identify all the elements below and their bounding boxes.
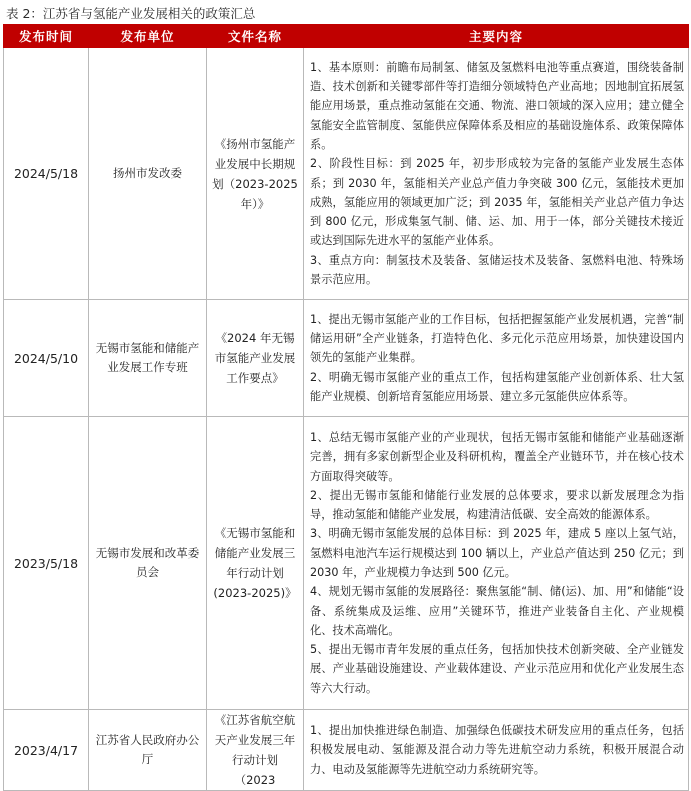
row-unit: 扬州市发改委	[89, 48, 207, 300]
content-item: 1、提出无锡市氢能产业的工作目标，包括把握氢能产业发展机遇，完善“制储运用研”全产业链条，打造特色化、多元化示范应用场景，加快建设国内领先的氢能产业集群。	[310, 312, 684, 365]
row-content	[304, 300, 689, 417]
row-unit: 无锡市发展和改革委员会	[89, 417, 207, 710]
policy-table	[3, 24, 689, 791]
content-item: 4、规划无锡市氢能的发展路径：聚焦氢能“制、储(运)、加、用”和储能“设备、系统集成及运维、应用”关键环节，推进产业装备自主化、产业规模化、技术高端化。	[310, 585, 684, 637]
row-content	[304, 710, 689, 791]
row-doc: 《江苏省航空航天产业发展三年行动计划（2023	[207, 710, 304, 791]
row-unit: 江苏省人民政府办公厅	[89, 710, 207, 791]
table-row	[4, 417, 689, 710]
row-doc: 《无锡市氢能和储能产业发展三年行动计划(2023-2025)》	[207, 417, 304, 710]
row-date: 2023/4/17	[4, 710, 89, 791]
row-date: 2024/5/10	[4, 300, 89, 417]
content-item: 3、明确无锡市氢能发展的总体目标：到 2025 年，建成 5 座以上氢气站，氢燃料电池汽车运行规模达到 100 辆以上，产业总产值达到 250 亿元；到 2030 年，产业规模力争达到 500 亿元。	[310, 527, 684, 579]
table-caption: 表 2：江苏省与氢能产业发展相关的政策汇总	[6, 6, 256, 21]
row-content	[304, 417, 689, 710]
header-doc: 文件名称	[207, 25, 304, 48]
row-content	[304, 48, 689, 300]
table-row	[4, 48, 689, 300]
table-row	[4, 710, 689, 791]
content-item: 1、总结无锡市氢能产业的产业现状，包括无锡市氢能和储能产业基础逐渐完善，拥有多家创新型企业及科研机构，覆盖全产业链环节，并在核心技术方面取得突破等。	[310, 430, 684, 483]
content-item: 1、提出加快推进绿色制造、加强绿色低碳技术研发应用的重点任务，包括积极发展电动、氢能源及混合动力等先进航空动力系统，积极开展混合动力、电动及氢能源等先进航空动力系统研究等。	[310, 724, 684, 776]
content-item: 5、提出无锡市青年发展的重点任务，包括加快技术创新突破、全产业链发展、产业基础设施建设、产业载体建设、产业示范应用和优化产业发展生态等六大行动。	[310, 643, 684, 695]
row-date: 2024/5/18	[4, 48, 89, 300]
row-date: 2023/5/18	[4, 417, 89, 710]
content-item: 1、基本原则：前瞻布局制氢、储氢及氢燃料电池等重点赛道，围绕装备制造、技术创新和关键零部件等打造细分领域特色产业高地；因地制宜拓展氢能应用场景，重点推动氢能在交通、物流、港口领域的深入应用；建立健全氢能安全监管制度、氢能供应保障体系及相应的基础设施体系、政策保障体系。	[310, 60, 684, 151]
row-unit: 无锡市氢能和储能产业发展工作专班	[89, 300, 207, 417]
row-doc: 《2024 年无锡市氢能产业发展工作要点》	[207, 300, 304, 417]
header-unit: 发布单位	[89, 25, 207, 48]
content-item: 3、重点方向：制氢技术及装备、氢储运技术及装备、氢燃料电池、特殊场景示范应用。	[310, 253, 684, 286]
table-row	[4, 300, 689, 417]
content-item: 2、明确无锡市氢能产业的重点工作，包括构建氢能产业创新体系、壮大氢能产业规模、创新培育氢能应用场景、建立多元氢能供应体系等。	[310, 370, 684, 403]
content-item: 2、提出无锡市氢能和储能行业发展的总体要求，要求以新发展理念为指导，推动氢能和储能产业发展，构建清洁低碳、安全高效的能源体系。	[310, 488, 684, 522]
content-item: 2、阶段性目标：到 2025 年，初步形成较为完备的氢能产业发展生态体系；到 2030 年，氢能相关产业总产值力争突破 300 亿元，氢能技术更加成熟，氢能应用的领域更加广泛；到 2035 年，氢能相关产业总产值力争达到 800 亿元，形成集氢气制、储、运、加、用于一体，部分关键技术接近或达到国际先进水平的氢能产业体系。	[310, 157, 684, 248]
row-doc: 《扬州市氢能产业发展中长期规划（2023-2025年）》	[207, 48, 304, 300]
header-date: 发布时间	[4, 25, 89, 48]
table-header-row	[4, 25, 689, 48]
header-content: 主要内容	[304, 25, 689, 48]
